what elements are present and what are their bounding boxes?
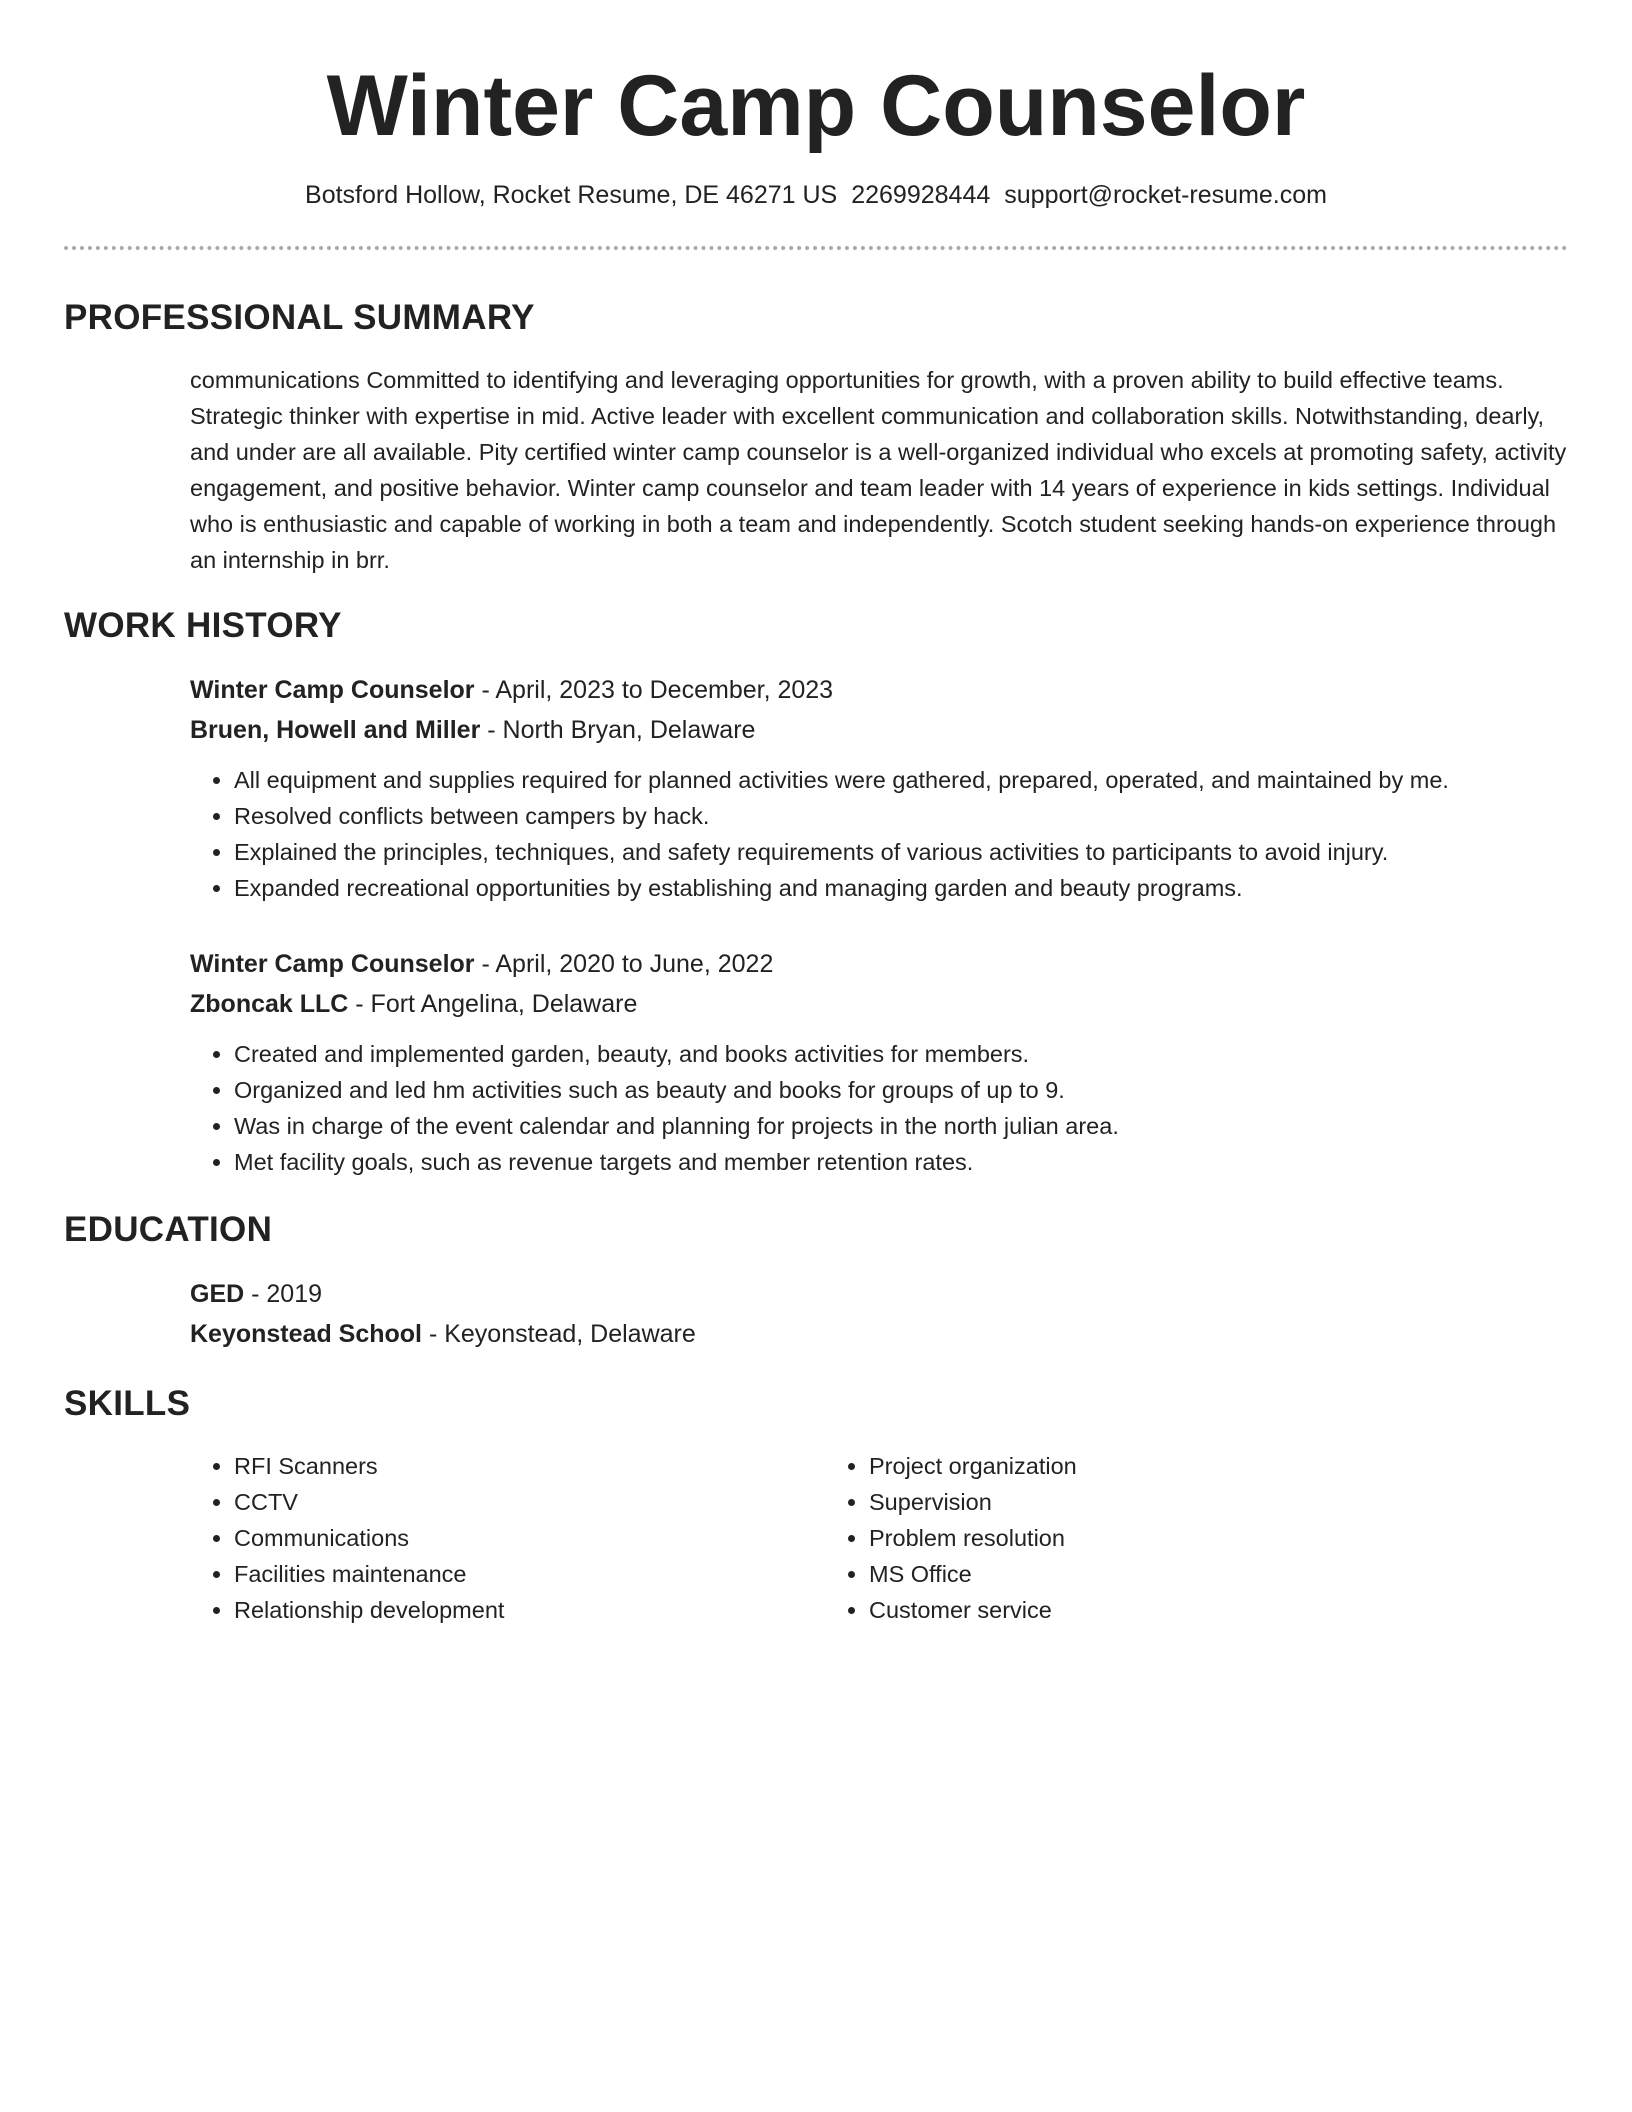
job-position: Winter Camp Counselor (190, 676, 475, 704)
job-company-line (190, 710, 1568, 750)
job-bullet: • Created and implemented garden, beauty, and books activities for members. (234, 1036, 1568, 1072)
candidate-name: Winter Camp Counselor (326, 58, 1306, 154)
job-company: Bruen, Howell and Miller (190, 716, 481, 744)
skills-column-right (825, 1448, 1460, 1628)
skill-item: • Project organization (869, 1448, 1460, 1484)
education-entry (64, 1274, 1568, 1354)
job-bullet: • Explained the principles, techniques, and safety requirements of various activities to participants to avoid injury. (234, 834, 1568, 870)
education-location: - Keyonstead, Delaware (422, 1320, 696, 1348)
contact-address: Botsford Hollow, Rocket Resume, DE 46271 US (305, 181, 838, 209)
job-dates: - April, 2020 to June, 2022 (474, 950, 774, 978)
job-bullet: • All equipment and supplies required for planned activities were gathered, prepared, operated, and maintained by me. (234, 762, 1568, 798)
education-degree: GED (190, 1280, 245, 1308)
job-bullets (190, 1036, 1568, 1180)
job-bullet: • Organized and led hm activities such as beauty and books for groups of up to 9. (234, 1072, 1568, 1108)
summary-text: communications Committed to identifying and leveraging opportunities for growth, with a proven ability to build effective teams. Strategic thinker with expertise in mid. Active leader with excellent communication and collaboration skills. Notwithstanding, dearly, and under are all available. Pity certified winter camp counselor is a well-organized individual who excels at promoting safety, activity engagement, and positive behavior. Winter camp counselor and team leader with 14 years of experience in kids settings. Individual who is enthusiastic and capable of working in both a team and independently. Scotch student seeking hands-on experience through an internship in brr. (190, 367, 1567, 573)
education-school-line (190, 1314, 1568, 1354)
job-bullet: • Was in charge of the event calendar and planning for projects in the north julian area. (234, 1108, 1568, 1144)
skill-item: • Facilities maintenance (234, 1556, 825, 1592)
job-entry (190, 944, 1568, 1180)
skill-item: • Communications (234, 1520, 825, 1556)
job-bullet: • Met facility goals, such as revenue targets and member retention rates. (234, 1144, 1568, 1180)
skill-item: • CCTV (234, 1484, 825, 1520)
skill-item: • Relationship development (234, 1592, 825, 1628)
skills-column-left (190, 1448, 825, 1628)
section-title-skills: SKILLS (64, 1384, 191, 1423)
skills-grid (190, 1448, 1568, 1628)
resume-header (64, 0, 1568, 212)
skill-item: • Supervision (869, 1484, 1460, 1520)
education-school: Keyonstead School (190, 1320, 422, 1348)
job-company-line (190, 984, 1568, 1024)
job-bullet: • Expanded recreational opportunities by establishing and managing garden and beauty programs. (234, 870, 1568, 906)
skill-item: • MS Office (869, 1556, 1460, 1592)
job-company: Zboncak LLC (190, 990, 349, 1018)
education-year: - 2019 (244, 1280, 323, 1308)
contact-line (64, 178, 1568, 212)
section-title-work-history: WORK HISTORY (64, 606, 342, 645)
job-title-line (190, 944, 1568, 984)
skill-item: • Problem resolution (869, 1520, 1460, 1556)
skill-item: • Customer service (869, 1592, 1460, 1628)
contact-phone: 2269928444 (851, 181, 991, 209)
section-title-education: EDUCATION (64, 1210, 273, 1249)
header-divider (64, 246, 1568, 250)
work-history-list (64, 670, 1568, 1180)
job-dates: - April, 2023 to December, 2023 (474, 676, 834, 704)
skill-item: • RFI Scanners (234, 1448, 825, 1484)
section-title-summary: PROFESSIONAL SUMMARY (64, 298, 535, 337)
job-entry (190, 670, 1568, 906)
job-bullets (190, 762, 1568, 906)
job-title-line (190, 670, 1568, 710)
job-location: - Fort Angelina, Delaware (348, 990, 638, 1018)
contact-email: support@rocket-resume.com (1004, 181, 1327, 209)
job-location: - North Bryan, Delaware (480, 716, 756, 744)
education-degree-line (190, 1274, 1568, 1314)
job-bullet: • Resolved conflicts between campers by hack. (234, 798, 1568, 834)
job-position: Winter Camp Counselor (190, 950, 475, 978)
